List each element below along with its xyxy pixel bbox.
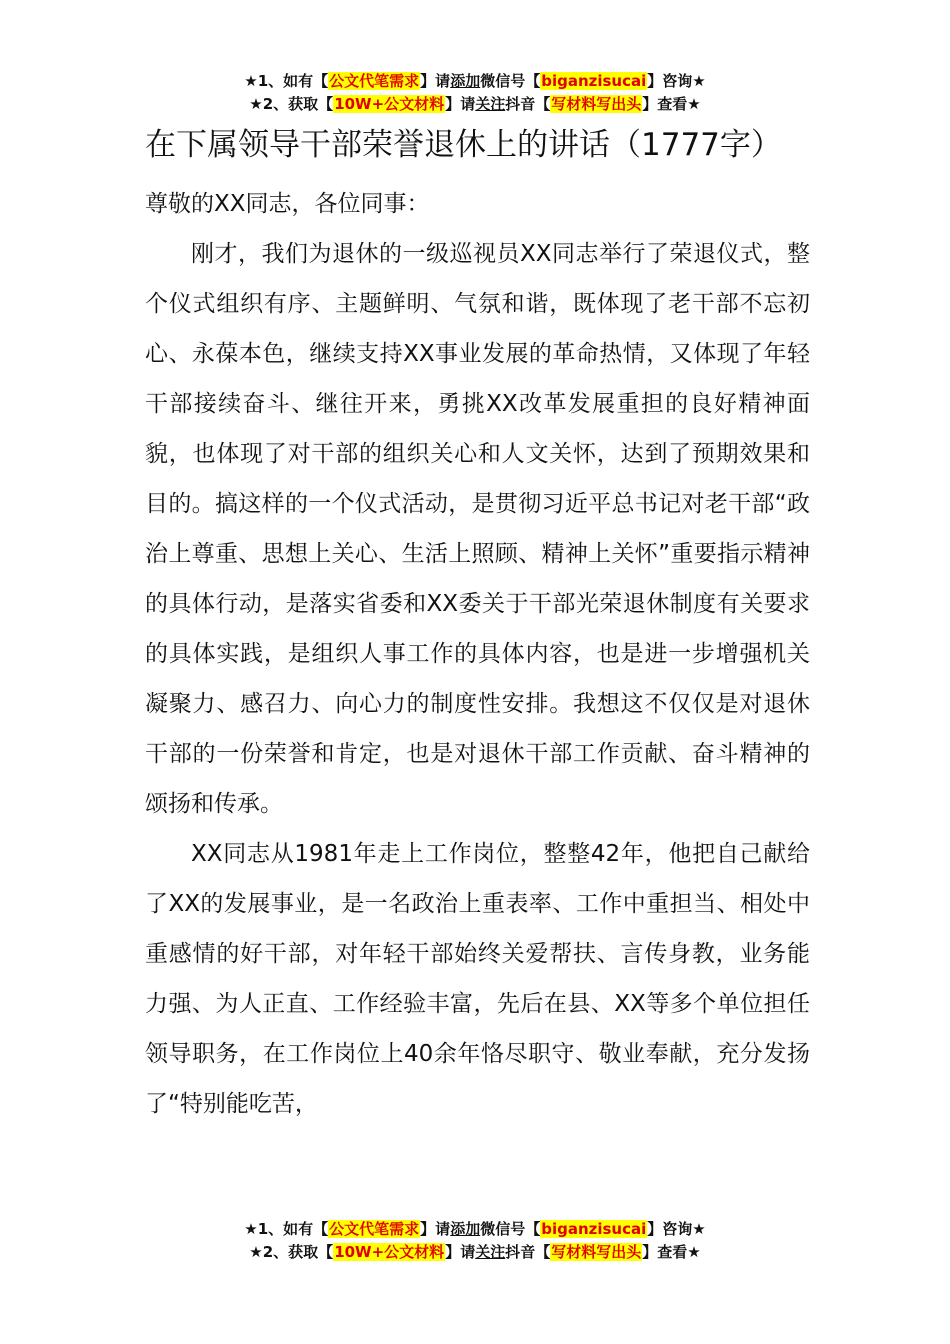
document-body: [145, 122, 810, 1129]
highlight-wechat-id: biganzisucai: [541, 1220, 647, 1238]
paragraph: XX同志从1981年走上工作岗位，整整42年，他把自己献给了XX的发展事业，是一名政治上重表率、工作中重担当、相处中重感情的好干部，对年轻干部始终关爱帮扶、言传身教，业务能力强、为人正直、工作经验丰富，先后在县、XX等多个单位担任领导职务，在工作岗位上40余年恪尽职守、敬业奉献，充分发扬了“特别能吃苦，: [145, 841, 810, 1117]
salutation: 尊敬的XX同志，各位同事：: [145, 191, 430, 217]
promo-line-2: ★2、获取【10W+公文材料】请关注抖音【写材料写出头】查看★: [249, 95, 701, 113]
highlight-materials: 10W+公文材料: [334, 95, 445, 113]
promo-banner-top: [0, 70, 950, 116]
promo-line-1: ★1、如有【公文代笔需求】请添加微信号【biganzisucai】咨询★: [244, 1220, 706, 1238]
highlight-service: 公文代笔需求: [329, 1220, 420, 1238]
highlight-wechat-id: biganzisucai: [541, 72, 647, 90]
promo-banner-bottom: [0, 1218, 950, 1264]
paragraph: 刚才，我们为退休的一级巡视员XX同志举行了荣退仪式，整个仪式组织有序、主题鲜明、气氛和谐，既体现了老干部不忘初心、永葆本色，继续支持XX事业发展的革命热情，又体现了年轻干部接续奋斗、继往开来，勇挑XX改革发展重担的良好精神面貌，也体现了对干部的组织关心和人文关怀，达到了预期效果和目的。搞这样的一个仪式活动，是贯彻习近平总书记对老干部“政治上尊重、思想上关心、生活上照顾、精神上关怀”重要指示精神的具体行动，是落实省委和XX委关于干部光荣退休制度有关要求的具体实践，是组织人事工作的具体内容，也是进一步增强机关凝聚力、感召力、向心力的制度性安排。我想这不仅仅是对退休干部的一份荣誉和肯定，也是对退休干部工作贡献、奋斗精神的颂扬和传承。: [145, 241, 810, 817]
promo-line-2: ★2、获取【10W+公文材料】请关注抖音【写材料写出头】查看★: [249, 1243, 701, 1261]
highlight-service: 公文代笔需求: [329, 72, 420, 90]
highlight-douyin: 写材料写出头: [551, 1243, 642, 1261]
document-title: 在下属领导干部荣誉退休上的讲话（1777字）: [145, 127, 782, 163]
promo-line-1: ★1、如有【公文代笔需求】请添加微信号【biganzisucai】咨询★: [244, 72, 706, 90]
highlight-douyin: 写材料写出头: [551, 95, 642, 113]
highlight-materials: 10W+公文材料: [334, 1243, 445, 1261]
